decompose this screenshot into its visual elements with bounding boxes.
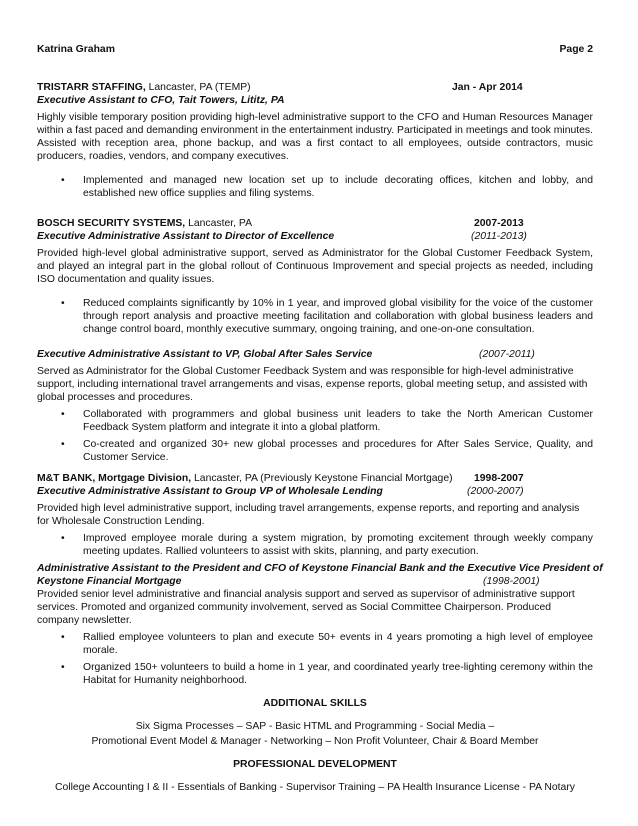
- role-heading: [37, 230, 593, 243]
- role-description: Provided high level administrative support, including travel arrangements, expense reports, and reporting and analysis for Wholesale Construction Lending.: [37, 503, 580, 527]
- role-description: Served as Administrator for the Global Customer Feedback System and was responsible for high-level administrative support, including international travel arrangements and visas, expense reports, global meeting setup, and assisted with global processes and procedures.: [37, 366, 588, 403]
- development-line: College Accounting I & II - Essentials of Banking - Supervisor Training – PA Health Insurance License - PA Notary: [55, 782, 575, 793]
- bullet-item: • Implemented and managed new location set up to include decorating offices, kitchen and lobby, and established new office supplies and filing systems.: [37, 174, 593, 200]
- job-description: Highly visible temporary position providing high-level administrative support to the CFO and Human Resources Manager within a fast paced and demanding environment in the entertainment industry. Participated in meetings and took minutes. Assisted with reception area, phone backup, and was a first contact to all employees, outside contractors, music producers, roadies, vendors, and company executives.: [37, 112, 593, 162]
- job-mt-bank: [37, 472, 603, 687]
- candidate-name: Katrina Graham: [37, 44, 115, 55]
- role-dates: (2011-2013): [471, 231, 527, 242]
- role-title: Executive Administrative Assistant to VP, Global After Sales Service: [37, 349, 373, 360]
- bullet-item: • Organized 150+ volunteers to build a home in 1 year, and coordinated yearly tree-lighting ceremony within the Habitat for Humanity neighborhood.: [37, 661, 593, 687]
- bullet-item: • Reduced complaints significantly by 10% in 1 year, and improved global visibility for the voice of the customer through report analysis and proactive meeting facilitation and collaboration with global business leaders and change control board, monthly executive summary, ongoing training, and one-on-one consultation.: [37, 297, 593, 336]
- role-bullets: [37, 532, 593, 558]
- role-title: Administrative Assistant to the President and CFO of Keystone Financial Bank and the Executive Vice President of: [37, 563, 603, 574]
- resume-page: [37, 43, 603, 794]
- role-title: Executive Administrative Assistant to Group VP of Wholesale Lending: [37, 486, 383, 497]
- job-dates: 2007-2013: [474, 218, 524, 229]
- page-header: [37, 43, 593, 56]
- job-title: Executive Assistant to CFO, Tait Towers, Lititz, PA: [37, 95, 285, 106]
- job-tristarr: [37, 81, 593, 200]
- bullet-item: • Co-created and organized 30+ new global processes and procedures for After Sales Service, Quality, and Customer Service.: [37, 438, 593, 464]
- company-name: M&T BANK, Mortgage Division,: [37, 473, 192, 484]
- company-location: Lancaster, PA (TEMP): [145, 82, 251, 93]
- role-description: Provided senior level administrative and financial analysis support and served as supervisor of administrative support services. Promoted and organized community involvement, served as Social Committee Chairperson. Produced company newsletter.: [37, 589, 575, 626]
- role-dates: (2000-2007): [467, 486, 524, 497]
- job-bosch: [37, 217, 593, 464]
- job-heading: [37, 472, 593, 485]
- bullet-item: • Collaborated with programmers and global business unit leaders to take the North American Customer Feedback System platform and integrate it into a global platform.: [37, 408, 593, 434]
- bullet-item: • Improved employee morale during a system migration, by promoting excitement through weekly company meeting updates. Rallied volunteers to assist with skits, planning, and party execution.: [37, 532, 593, 558]
- skills-line: Six Sigma Processes – SAP - Basic HTML and Programming - Social Media –: [135, 721, 495, 732]
- job-dates: 1998-2007: [474, 473, 524, 484]
- job-heading: [37, 81, 593, 94]
- role-heading: [37, 575, 593, 588]
- section-heading: PROFESSIONAL DEVELOPMENT: [233, 759, 397, 770]
- role-title-continued: Keystone Financial Mortgage: [37, 576, 182, 587]
- role-bullets: [37, 408, 593, 464]
- additional-skills-section: [37, 697, 593, 748]
- company-name: TRISTARR STAFFING,: [37, 82, 146, 93]
- role-title: Executive Administrative Assistant to Director of Excellence: [37, 231, 335, 242]
- job-heading: [37, 217, 593, 230]
- page-number: Page 2: [559, 44, 593, 55]
- role-heading: [37, 485, 593, 498]
- section-heading: ADDITIONAL SKILLS: [263, 698, 367, 709]
- bullet-item: • Rallied employee volunteers to plan and execute 50+ events in 4 years promoting a high level of employee morale.: [37, 631, 593, 657]
- company-location: Lancaster, PA: [185, 218, 253, 229]
- professional-development-section: [37, 758, 593, 794]
- job-bullets: [37, 174, 593, 200]
- company-location: Lancaster, PA (Previously Keystone Financial Mortgage): [191, 473, 453, 484]
- role-dates: (1998-2001): [483, 576, 540, 587]
- company-name: BOSCH SECURITY SYSTEMS,: [37, 218, 186, 229]
- job-dates: Jan - Apr 2014: [452, 82, 523, 93]
- role-description: Provided high-level global administrative support, served as Administrator for the Global Customer Feedback System, and played an integral part in the global rollout of Continuous Improvement and special projects as needed, including ISO documentation and quality issues.: [37, 248, 593, 285]
- role-bullets: [37, 631, 593, 687]
- role-heading: [37, 348, 593, 361]
- role-dates: (2007-2011): [479, 349, 535, 360]
- role-bullets: [37, 297, 593, 336]
- skills-line: Promotional Event Model & Manager - Networking – Non Profit Volunteer, Chair & Board Member: [91, 736, 539, 747]
